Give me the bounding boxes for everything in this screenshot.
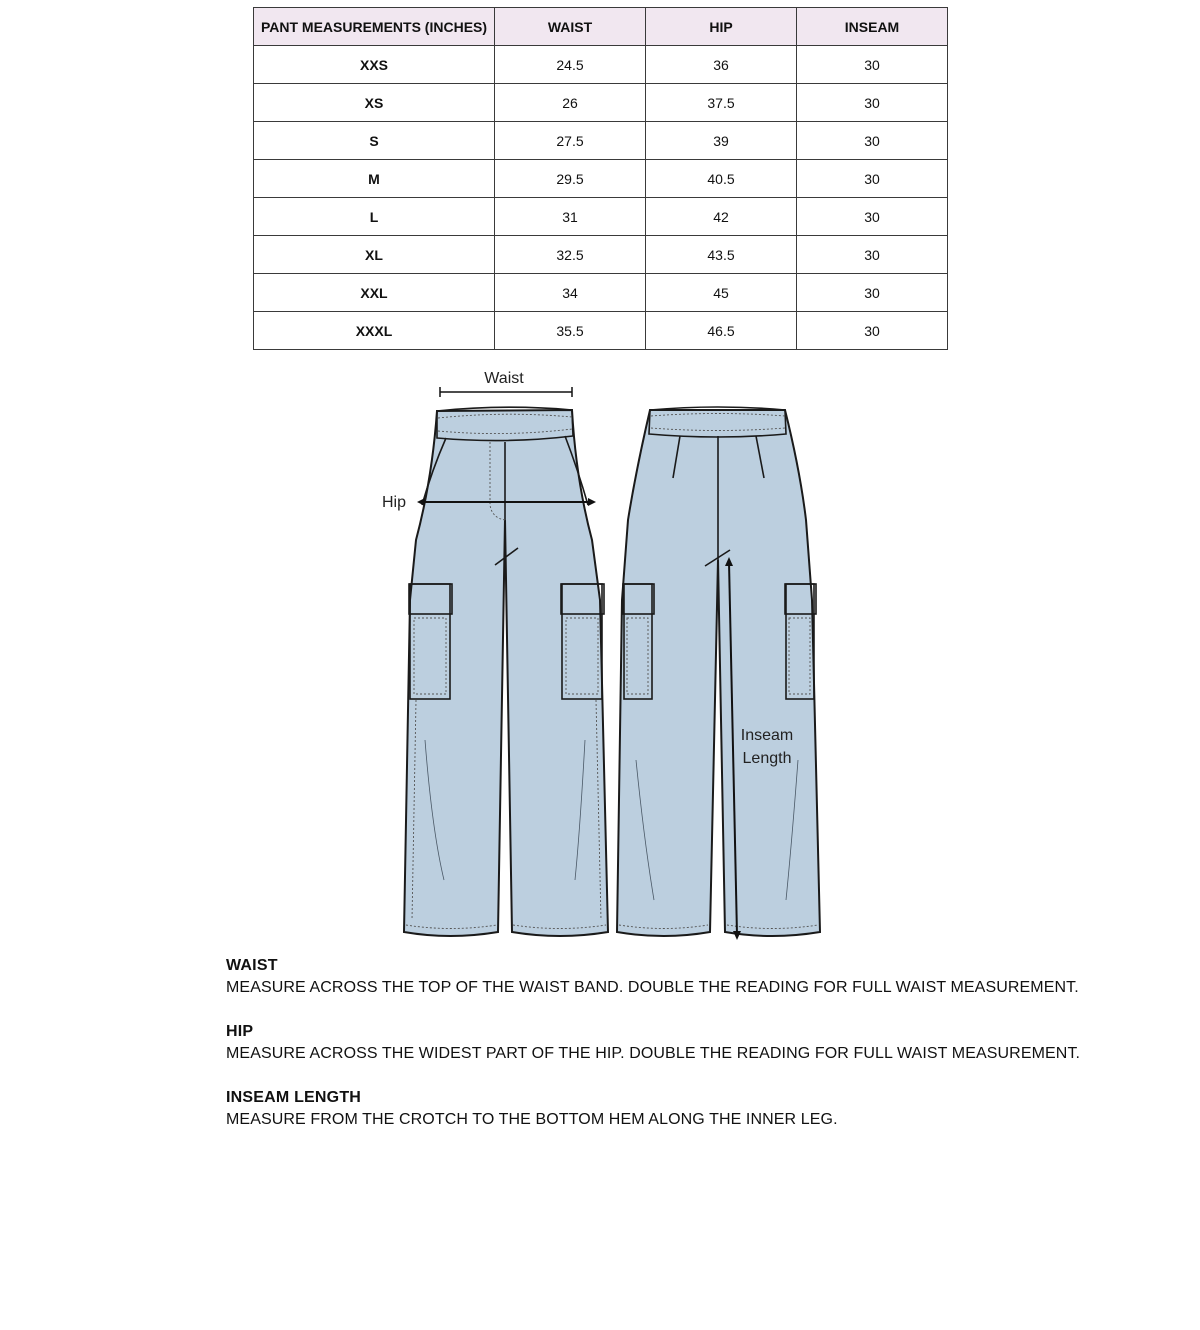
waist-measure-line — [440, 387, 572, 397]
table-row — [254, 122, 948, 160]
waist-cell: 34 — [495, 274, 646, 312]
hip-cell: 36 — [646, 46, 797, 84]
inseam-cell: 30 — [797, 160, 948, 198]
waist-cell: 24.5 — [495, 46, 646, 84]
measurement-instructions — [226, 955, 1126, 1153]
hip-cell: 45 — [646, 274, 797, 312]
size-chart-table — [253, 7, 948, 350]
size-cell: XS — [254, 84, 495, 122]
size-cell: XL — [254, 236, 495, 274]
size-cell: L — [254, 198, 495, 236]
note-text: MEASURE ACROSS THE WIDEST PART OF THE HIP. DOUBLE THE READING FOR FULL WAIST MEASUREMENT. — [226, 1045, 1081, 1062]
size-cell: XXXL — [254, 312, 495, 350]
table-row — [254, 274, 948, 312]
hip-cell: 46.5 — [646, 312, 797, 350]
hip-label: Hip — [382, 494, 407, 511]
waist-cell: 26 — [495, 84, 646, 122]
inseam-cell: 30 — [797, 84, 948, 122]
table-row — [254, 160, 948, 198]
size-cell: S — [254, 122, 495, 160]
note-text: MEASURE FROM THE CROTCH TO THE BOTTOM HEM ALONG THE INNER LEG. — [226, 1111, 838, 1128]
waist-cell: 31 — [495, 198, 646, 236]
note-text: MEASURE ACROSS THE TOP OF THE WAIST BAND. DOUBLE THE READING FOR FULL WAIST MEASUREMENT. — [226, 979, 1079, 996]
back-pants — [617, 407, 820, 936]
hip-cell: 43.5 — [646, 236, 797, 274]
hip-cell: 37.5 — [646, 84, 797, 122]
header-waist: WAIST — [495, 8, 646, 46]
inseam-cell: 30 — [797, 198, 948, 236]
table-header-row — [254, 8, 948, 46]
size-cell: XXS — [254, 46, 495, 84]
note-title: INSEAM LENGTH — [226, 1089, 362, 1106]
waist-label: Waist — [484, 370, 524, 387]
note-title: WAIST — [226, 957, 278, 974]
note-title: HIP — [226, 1023, 254, 1040]
front-pants — [404, 407, 608, 936]
pants-measurement-diagram — [370, 360, 840, 950]
header-measurements: PANT MEASUREMENTS (INCHES) — [254, 8, 495, 46]
inseam-cell: 30 — [797, 312, 948, 350]
table-row — [254, 84, 948, 122]
inseam-cell: 30 — [797, 236, 948, 274]
inseam-cell: 30 — [797, 46, 948, 84]
waist-cell: 32.5 — [495, 236, 646, 274]
inseam-label-line1: Inseam — [740, 727, 794, 744]
inseam-cell: 30 — [797, 122, 948, 160]
table-row — [254, 236, 948, 274]
table-row — [254, 46, 948, 84]
hip-cell: 42 — [646, 198, 797, 236]
waist-cell: 35.5 — [495, 312, 646, 350]
size-cell: M — [254, 160, 495, 198]
inseam-cell: 30 — [797, 274, 948, 312]
header-inseam: INSEAM — [797, 8, 948, 46]
pants-illustration — [370, 360, 840, 950]
inseam-label-line2: Length — [742, 750, 792, 767]
hip-cell: 40.5 — [646, 160, 797, 198]
waist-cell: 29.5 — [495, 160, 646, 198]
note-waist — [226, 955, 1126, 999]
header-hip: HIP — [646, 8, 797, 46]
hip-cell: 39 — [646, 122, 797, 160]
waist-cell: 27.5 — [495, 122, 646, 160]
size-cell: XXL — [254, 274, 495, 312]
note-hip — [226, 1021, 1126, 1065]
note-inseam — [226, 1087, 1126, 1131]
table-row — [254, 198, 948, 236]
table-row — [254, 312, 948, 350]
